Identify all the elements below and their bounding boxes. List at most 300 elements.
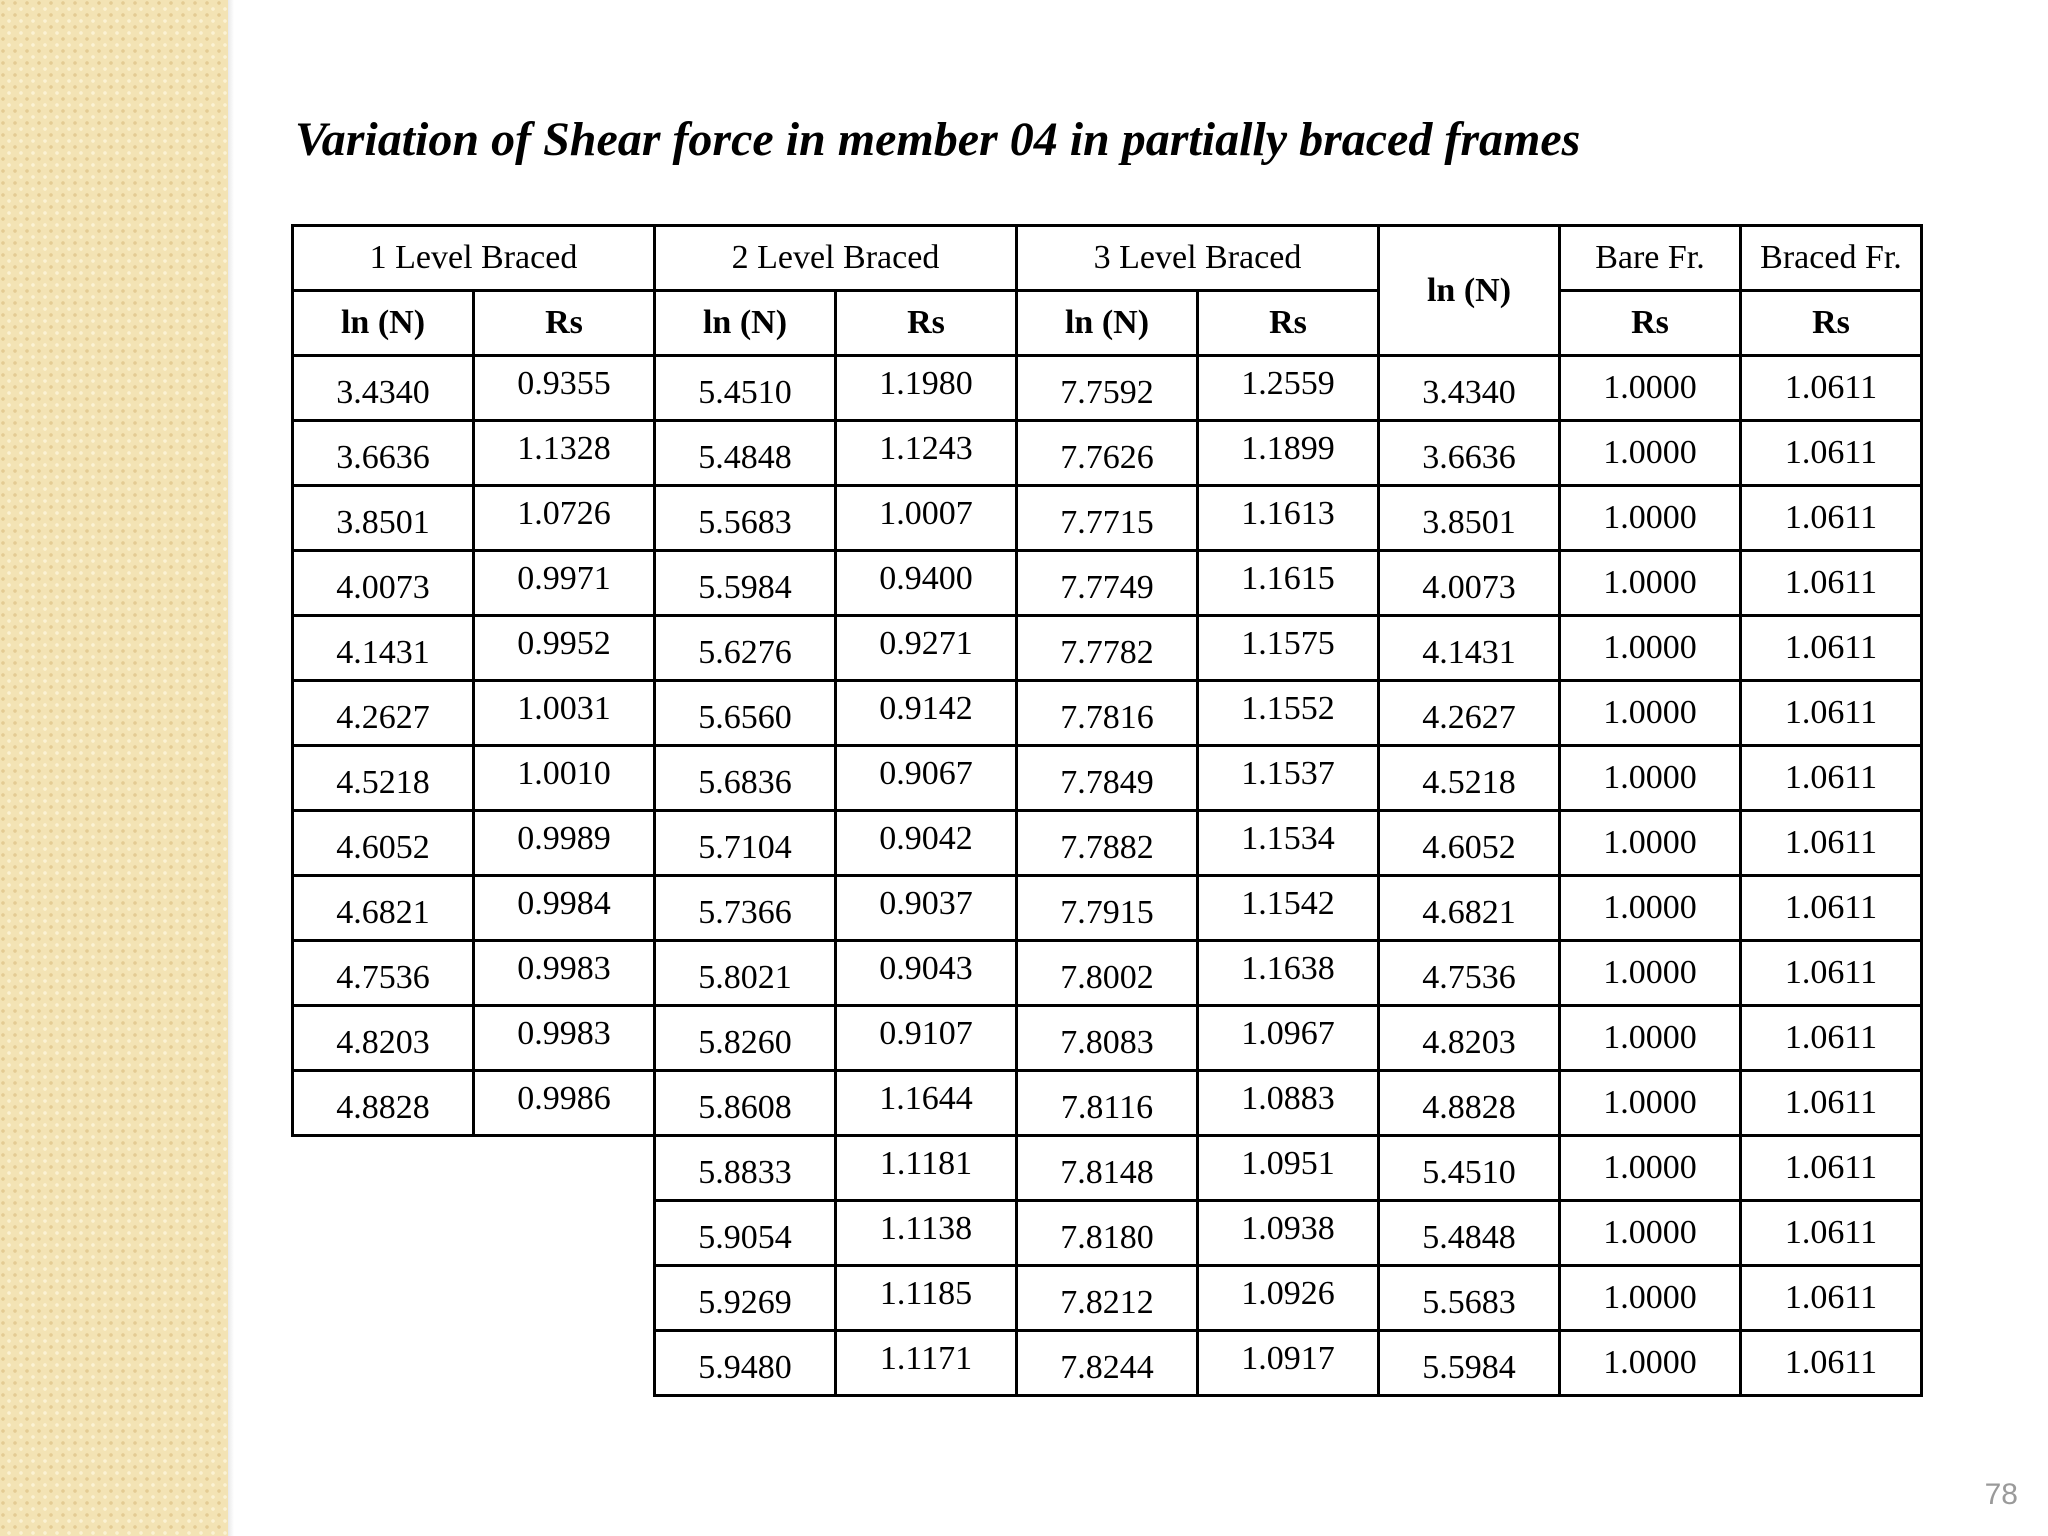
cell-l3-ln: [1017, 746, 1198, 811]
cell-value: 1.1328: [517, 430, 611, 467]
cell-l1-rs: [474, 486, 655, 551]
cell-braced-rs: [1741, 1006, 1922, 1071]
cell-l3-rs: [1198, 876, 1379, 941]
cell-l2-rs: [836, 551, 1017, 616]
cell-bare-rs: [1560, 1071, 1741, 1136]
cell-value: 1.0611: [1784, 1279, 1878, 1316]
cell-value: 3.4340: [336, 374, 430, 411]
cell-value: 1.0611: [1784, 369, 1878, 406]
header-1-level-braced: 1 Level Braced: [293, 226, 655, 291]
cell-l3-ln: [1017, 941, 1198, 1006]
cell-value: 7.8148: [1060, 1154, 1154, 1191]
cell-value: 0.9989: [517, 820, 611, 857]
cell-value: 1.0611: [1784, 824, 1878, 861]
cell-ln: [1379, 1071, 1560, 1136]
cell-value: 1.1138: [879, 1210, 973, 1247]
cell-ln: [1379, 811, 1560, 876]
cell-value: 1.0000: [1603, 954, 1697, 991]
cell-l2-ln: [655, 486, 836, 551]
cell-value: 4.1431: [1422, 634, 1516, 671]
cell-value: 1.0000: [1603, 369, 1697, 406]
cell-l2-ln: [655, 1006, 836, 1071]
cell-braced-rs: [1741, 746, 1922, 811]
cell-value: 4.7536: [336, 959, 430, 996]
header-3-level-braced: 3 Level Braced: [1017, 226, 1379, 291]
cell-value: 1.0611: [1784, 1149, 1878, 1186]
cell-value: 1.1575: [1241, 625, 1335, 662]
cell-value: 4.6821: [1422, 894, 1516, 931]
cell-value: 7.7715: [1060, 504, 1154, 541]
cell-value: 1.0000: [1603, 1149, 1697, 1186]
cell-braced-rs: [1741, 811, 1922, 876]
cell-value: 4.8203: [1422, 1024, 1516, 1061]
table-row: [293, 811, 1922, 876]
cell-value: 1.0926: [1241, 1275, 1335, 1312]
cell-ln: [1379, 486, 1560, 551]
cell-ln: [1379, 681, 1560, 746]
cell-value: 5.7104: [698, 829, 792, 866]
cell-bare-rs: [1560, 1331, 1741, 1396]
table-row: [293, 1006, 1922, 1071]
cell-braced-rs: [1741, 1266, 1922, 1331]
cell-l1-ln: [293, 1071, 474, 1136]
cell-l2-rs: [836, 1136, 1017, 1201]
cell-l1-ln: [293, 941, 474, 1006]
cell-value: 0.9037: [879, 885, 973, 922]
cell-l1-rs: [474, 811, 655, 876]
cell-value: 0.9271: [879, 625, 973, 662]
header-ln-n: ln (N): [1379, 226, 1560, 356]
cell-value: 1.0611: [1784, 954, 1878, 991]
header-braced-frame: Braced Fr.: [1741, 226, 1922, 291]
cell-value: 0.9952: [517, 625, 611, 662]
subheader-l1-rs: Rs: [474, 291, 655, 356]
cell-value: 5.5984: [1422, 1349, 1516, 1386]
cell-value: 7.7782: [1060, 634, 1154, 671]
cell-l2-rs: [836, 356, 1017, 421]
cell-value: 1.1537: [1241, 755, 1335, 792]
table-row: [293, 1071, 1922, 1136]
table-row: [293, 356, 1922, 421]
cell-ln: [1379, 746, 1560, 811]
cell-l2-ln: [655, 356, 836, 421]
cell-value: 5.6276: [698, 634, 792, 671]
cell-l1-ln: [293, 811, 474, 876]
cell-value: 0.9043: [879, 950, 973, 987]
cell-l2-ln: [655, 616, 836, 681]
cell-l3-ln: [1017, 681, 1198, 746]
cell-bare-rs: [1560, 616, 1741, 681]
cell-value: 1.0611: [1784, 1019, 1878, 1056]
table-row: [293, 1201, 1922, 1266]
cell-l1-rs: [474, 1006, 655, 1071]
cell-bare-rs: [1560, 1136, 1741, 1201]
cell-value: 5.9269: [698, 1284, 792, 1321]
cell-value: 5.5984: [698, 569, 792, 606]
cell-value: 3.8501: [1422, 504, 1516, 541]
cell-value: 1.0000: [1603, 1279, 1697, 1316]
cell-braced-rs: [1741, 1071, 1922, 1136]
cell-bare-rs: [1560, 681, 1741, 746]
decorative-side-strip: [0, 0, 228, 1536]
cell-value: 0.9983: [517, 950, 611, 987]
cell-value: 1.0000: [1603, 824, 1697, 861]
cell-value: 4.5218: [336, 764, 430, 801]
cell-braced-rs: [1741, 486, 1922, 551]
subheader-l3-rs: Rs: [1198, 291, 1379, 356]
cell-l1-rs: [474, 681, 655, 746]
cell-l3-rs: [1198, 1071, 1379, 1136]
cell-l3-rs: [1198, 486, 1379, 551]
cell-l2-rs: [836, 421, 1017, 486]
cell-l1-rs: [474, 421, 655, 486]
cell-value: 0.9355: [517, 365, 611, 402]
cell-value: 1.1613: [1241, 495, 1335, 532]
cell-bare-rs: [1560, 1201, 1741, 1266]
cell-value: 4.6052: [1422, 829, 1516, 866]
cell-l3-ln: [1017, 1136, 1198, 1201]
cell-l3-rs: [1198, 551, 1379, 616]
cell-value: 1.0938: [1241, 1210, 1335, 1247]
table-row: [293, 616, 1922, 681]
cell-l3-rs: [1198, 1006, 1379, 1071]
cell-l1-ln: [293, 551, 474, 616]
cell-l2-ln: [655, 421, 836, 486]
cell-l1-ln: [293, 1006, 474, 1071]
cell-l3-ln: [1017, 1201, 1198, 1266]
header-bare-frame: Bare Fr.: [1560, 226, 1741, 291]
cell-ln: [1379, 1331, 1560, 1396]
cell-value: 7.7626: [1060, 439, 1154, 476]
cell-value: 4.8203: [336, 1024, 430, 1061]
cell-value: 0.9984: [517, 885, 611, 922]
cell-braced-rs: [1741, 356, 1922, 421]
cell-l1-ln: [293, 486, 474, 551]
cell-braced-rs: [1741, 681, 1922, 746]
cell-ln: [1379, 551, 1560, 616]
cell-l2-rs: [836, 746, 1017, 811]
cell-value: 7.8116: [1060, 1089, 1154, 1126]
table-row: [293, 681, 1922, 746]
table-sub-header-row: [293, 291, 1922, 356]
cell-value: 5.6560: [698, 699, 792, 736]
cell-value: 4.0073: [1422, 569, 1516, 606]
cell-value: 1.0611: [1784, 694, 1878, 731]
cell-value: 5.4510: [698, 374, 792, 411]
cell-value: 1.0917: [1241, 1340, 1335, 1377]
cell-value: 5.4848: [698, 439, 792, 476]
cell-l2-rs: [836, 876, 1017, 941]
cell-value: 1.0031: [517, 690, 611, 727]
cell-l2-ln: [655, 746, 836, 811]
cell-l3-rs: [1198, 1136, 1379, 1201]
cell-value: 1.0951: [1241, 1145, 1335, 1182]
cell-l3-rs: [1198, 1201, 1379, 1266]
cell-value: 1.0611: [1784, 1214, 1878, 1251]
cell-l2-ln: [655, 1071, 836, 1136]
cell-l2-rs: [836, 941, 1017, 1006]
cell-value: 7.7915: [1060, 894, 1154, 931]
cell-l2-rs: [836, 681, 1017, 746]
cell-l3-rs: [1198, 746, 1379, 811]
table-row: [293, 1266, 1922, 1331]
shear-force-table: [291, 224, 1923, 1397]
side-strip-edge: [228, 0, 234, 1536]
cell-l3-ln: [1017, 1006, 1198, 1071]
cell-l2-rs: [836, 1071, 1017, 1136]
cell-value: 1.1542: [1241, 885, 1335, 922]
cell-value: 1.1615: [1241, 560, 1335, 597]
cell-value: 1.0000: [1603, 1019, 1697, 1056]
table-row: [293, 1331, 1922, 1396]
cell-value: 4.0073: [336, 569, 430, 606]
table-row: [293, 486, 1922, 551]
cell-ln: [1379, 1266, 1560, 1331]
cell-value: 4.1431: [336, 634, 430, 671]
cell-value: 1.1181: [879, 1145, 973, 1182]
cell-value: 4.2627: [336, 699, 430, 736]
subheader-l3-ln: ln (N): [1017, 291, 1198, 356]
cell-value: 7.8212: [1060, 1284, 1154, 1321]
cell-l2-rs: [836, 1006, 1017, 1071]
cell-bare-rs: [1560, 811, 1741, 876]
cell-l2-rs: [836, 811, 1017, 876]
cell-bare-rs: [1560, 486, 1741, 551]
cell-value: 0.9042: [879, 820, 973, 857]
cell-value: 0.9986: [517, 1080, 611, 1117]
cell-l1-rs: [474, 1071, 655, 1136]
cell-l3-ln: [1017, 811, 1198, 876]
cell-l2-ln: [655, 876, 836, 941]
table-row: [293, 941, 1922, 1006]
cell-l2-rs: [836, 486, 1017, 551]
header-2-level-braced: 2 Level Braced: [655, 226, 1017, 291]
table-row: [293, 746, 1922, 811]
cell-l3-ln: [1017, 876, 1198, 941]
cell-ln: [1379, 1201, 1560, 1266]
cell-value: 1.0010: [517, 755, 611, 792]
empty-cell: [474, 1266, 655, 1331]
cell-value: 7.8180: [1060, 1219, 1154, 1256]
cell-value: 1.0000: [1603, 499, 1697, 536]
cell-value: 4.8828: [1422, 1089, 1516, 1126]
cell-value: 7.7816: [1060, 699, 1154, 736]
cell-l3-ln: [1017, 486, 1198, 551]
cell-ln: [1379, 421, 1560, 486]
page-number: 78: [1984, 1478, 2018, 1511]
cell-bare-rs: [1560, 1006, 1741, 1071]
cell-l3-ln: [1017, 1266, 1198, 1331]
cell-l2-rs: [836, 1331, 1017, 1396]
cell-l2-ln: [655, 811, 836, 876]
cell-braced-rs: [1741, 1201, 1922, 1266]
cell-l2-ln: [655, 1266, 836, 1331]
cell-braced-rs: [1741, 876, 1922, 941]
cell-l1-rs: [474, 941, 655, 1006]
cell-bare-rs: [1560, 876, 1741, 941]
cell-l1-ln: [293, 876, 474, 941]
empty-cell: [474, 1331, 655, 1396]
table-group-header-row: [293, 226, 1922, 291]
cell-value: 1.1980: [879, 365, 973, 402]
empty-cell: [474, 1201, 655, 1266]
cell-l1-ln: [293, 616, 474, 681]
cell-l3-ln: [1017, 1071, 1198, 1136]
cell-l1-ln: [293, 421, 474, 486]
cell-value: 1.0611: [1784, 564, 1878, 601]
cell-value: 7.7849: [1060, 764, 1154, 801]
cell-value: 5.8608: [698, 1089, 792, 1126]
cell-l1-rs: [474, 746, 655, 811]
cell-value: 5.8833: [698, 1154, 792, 1191]
cell-value: 1.1185: [879, 1275, 973, 1312]
cell-value: 3.6636: [1422, 439, 1516, 476]
cell-l2-ln: [655, 1201, 836, 1266]
cell-l2-ln: [655, 1136, 836, 1201]
subheader-l2-ln: ln (N): [655, 291, 836, 356]
cell-ln: [1379, 876, 1560, 941]
cell-value: 1.0611: [1784, 499, 1878, 536]
cell-braced-rs: [1741, 421, 1922, 486]
empty-cell: [293, 1136, 474, 1201]
subheader-l1-ln: ln (N): [293, 291, 474, 356]
cell-l2-ln: [655, 681, 836, 746]
cell-value: 1.0883: [1241, 1080, 1335, 1117]
cell-value: 4.6821: [336, 894, 430, 931]
cell-value: 1.0611: [1784, 629, 1878, 666]
cell-value: 0.9400: [879, 560, 973, 597]
empty-cell: [293, 1266, 474, 1331]
empty-cell: [474, 1136, 655, 1201]
cell-value: 1.1552: [1241, 690, 1335, 727]
cell-l3-rs: [1198, 811, 1379, 876]
cell-value: 5.4510: [1422, 1154, 1516, 1191]
cell-value: 7.8083: [1060, 1024, 1154, 1061]
cell-value: 1.0611: [1784, 759, 1878, 796]
cell-value: 1.1638: [1241, 950, 1335, 987]
cell-l3-ln: [1017, 356, 1198, 421]
cell-l3-ln: [1017, 551, 1198, 616]
cell-ln: [1379, 616, 1560, 681]
cell-value: 1.1171: [879, 1340, 973, 1377]
subheader-bare-rs: Rs: [1560, 291, 1741, 356]
cell-braced-rs: [1741, 616, 1922, 681]
cell-value: 7.7882: [1060, 829, 1154, 866]
cell-value: 4.8828: [336, 1089, 430, 1126]
cell-value: 7.8002: [1060, 959, 1154, 996]
cell-ln: [1379, 1136, 1560, 1201]
cell-l1-ln: [293, 356, 474, 421]
subheader-l2-rs: Rs: [836, 291, 1017, 356]
cell-value: 5.7366: [698, 894, 792, 931]
cell-value: 1.0000: [1603, 564, 1697, 601]
cell-value: 7.7592: [1060, 374, 1154, 411]
empty-cell: [293, 1201, 474, 1266]
cell-l2-rs: [836, 616, 1017, 681]
cell-value: 1.0000: [1603, 434, 1697, 471]
cell-bare-rs: [1560, 356, 1741, 421]
cell-ln: [1379, 1006, 1560, 1071]
cell-value: 5.5683: [698, 504, 792, 541]
cell-value: 1.0000: [1603, 1344, 1697, 1381]
cell-value: 5.8260: [698, 1024, 792, 1061]
cell-bare-rs: [1560, 551, 1741, 616]
cell-braced-rs: [1741, 551, 1922, 616]
cell-braced-rs: [1741, 1331, 1922, 1396]
cell-value: 4.6052: [336, 829, 430, 866]
table-row: [293, 551, 1922, 616]
cell-l3-ln: [1017, 616, 1198, 681]
cell-value: 1.0611: [1784, 434, 1878, 471]
cell-ln: [1379, 941, 1560, 1006]
cell-value: 1.2559: [1241, 365, 1335, 402]
cell-l3-rs: [1198, 421, 1379, 486]
cell-value: 3.8501: [336, 504, 430, 541]
cell-l1-ln: [293, 746, 474, 811]
cell-value: 5.9054: [698, 1219, 792, 1256]
cell-bare-rs: [1560, 746, 1741, 811]
cell-value: 3.6636: [336, 439, 430, 476]
cell-value: 5.6836: [698, 764, 792, 801]
cell-value: 0.9983: [517, 1015, 611, 1052]
cell-l2-ln: [655, 551, 836, 616]
cell-value: 5.5683: [1422, 1284, 1516, 1321]
table-row: [293, 1136, 1922, 1201]
cell-value: 4.5218: [1422, 764, 1516, 801]
cell-value: 1.1534: [1241, 820, 1335, 857]
cell-value: 4.7536: [1422, 959, 1516, 996]
cell-l3-rs: [1198, 356, 1379, 421]
cell-l2-rs: [836, 1266, 1017, 1331]
cell-l1-rs: [474, 551, 655, 616]
empty-cell: [293, 1331, 474, 1396]
cell-value: 1.0000: [1603, 694, 1697, 731]
cell-l3-ln: [1017, 1331, 1198, 1396]
cell-value: 1.0611: [1784, 889, 1878, 926]
cell-value: 0.9107: [879, 1015, 973, 1052]
cell-value: 1.0611: [1784, 1084, 1878, 1121]
cell-bare-rs: [1560, 1266, 1741, 1331]
cell-braced-rs: [1741, 1136, 1922, 1201]
cell-ln: [1379, 356, 1560, 421]
cell-l3-rs: [1198, 616, 1379, 681]
cell-value: 1.0726: [517, 495, 611, 532]
cell-l1-rs: [474, 876, 655, 941]
cell-value: 1.0000: [1603, 629, 1697, 666]
cell-value: 7.8244: [1060, 1349, 1154, 1386]
cell-value: 1.0967: [1241, 1015, 1335, 1052]
cell-value: 0.9142: [879, 690, 973, 727]
cell-l2-rs: [836, 1201, 1017, 1266]
cell-bare-rs: [1560, 421, 1741, 486]
cell-value: 7.7749: [1060, 569, 1154, 606]
table-row: [293, 876, 1922, 941]
cell-value: 1.1899: [1241, 430, 1335, 467]
cell-value: 5.4848: [1422, 1219, 1516, 1256]
cell-braced-rs: [1741, 941, 1922, 1006]
cell-l1-ln: [293, 681, 474, 746]
cell-value: 1.0000: [1603, 1214, 1697, 1251]
cell-value: 0.9971: [517, 560, 611, 597]
cell-bare-rs: [1560, 941, 1741, 1006]
subheader-braced-rs: Rs: [1741, 291, 1922, 356]
cell-value: 5.8021: [698, 959, 792, 996]
cell-l3-rs: [1198, 681, 1379, 746]
cell-l2-ln: [655, 1331, 836, 1396]
cell-value: 1.0000: [1603, 759, 1697, 796]
cell-l1-rs: [474, 616, 655, 681]
cell-l3-rs: [1198, 1331, 1379, 1396]
